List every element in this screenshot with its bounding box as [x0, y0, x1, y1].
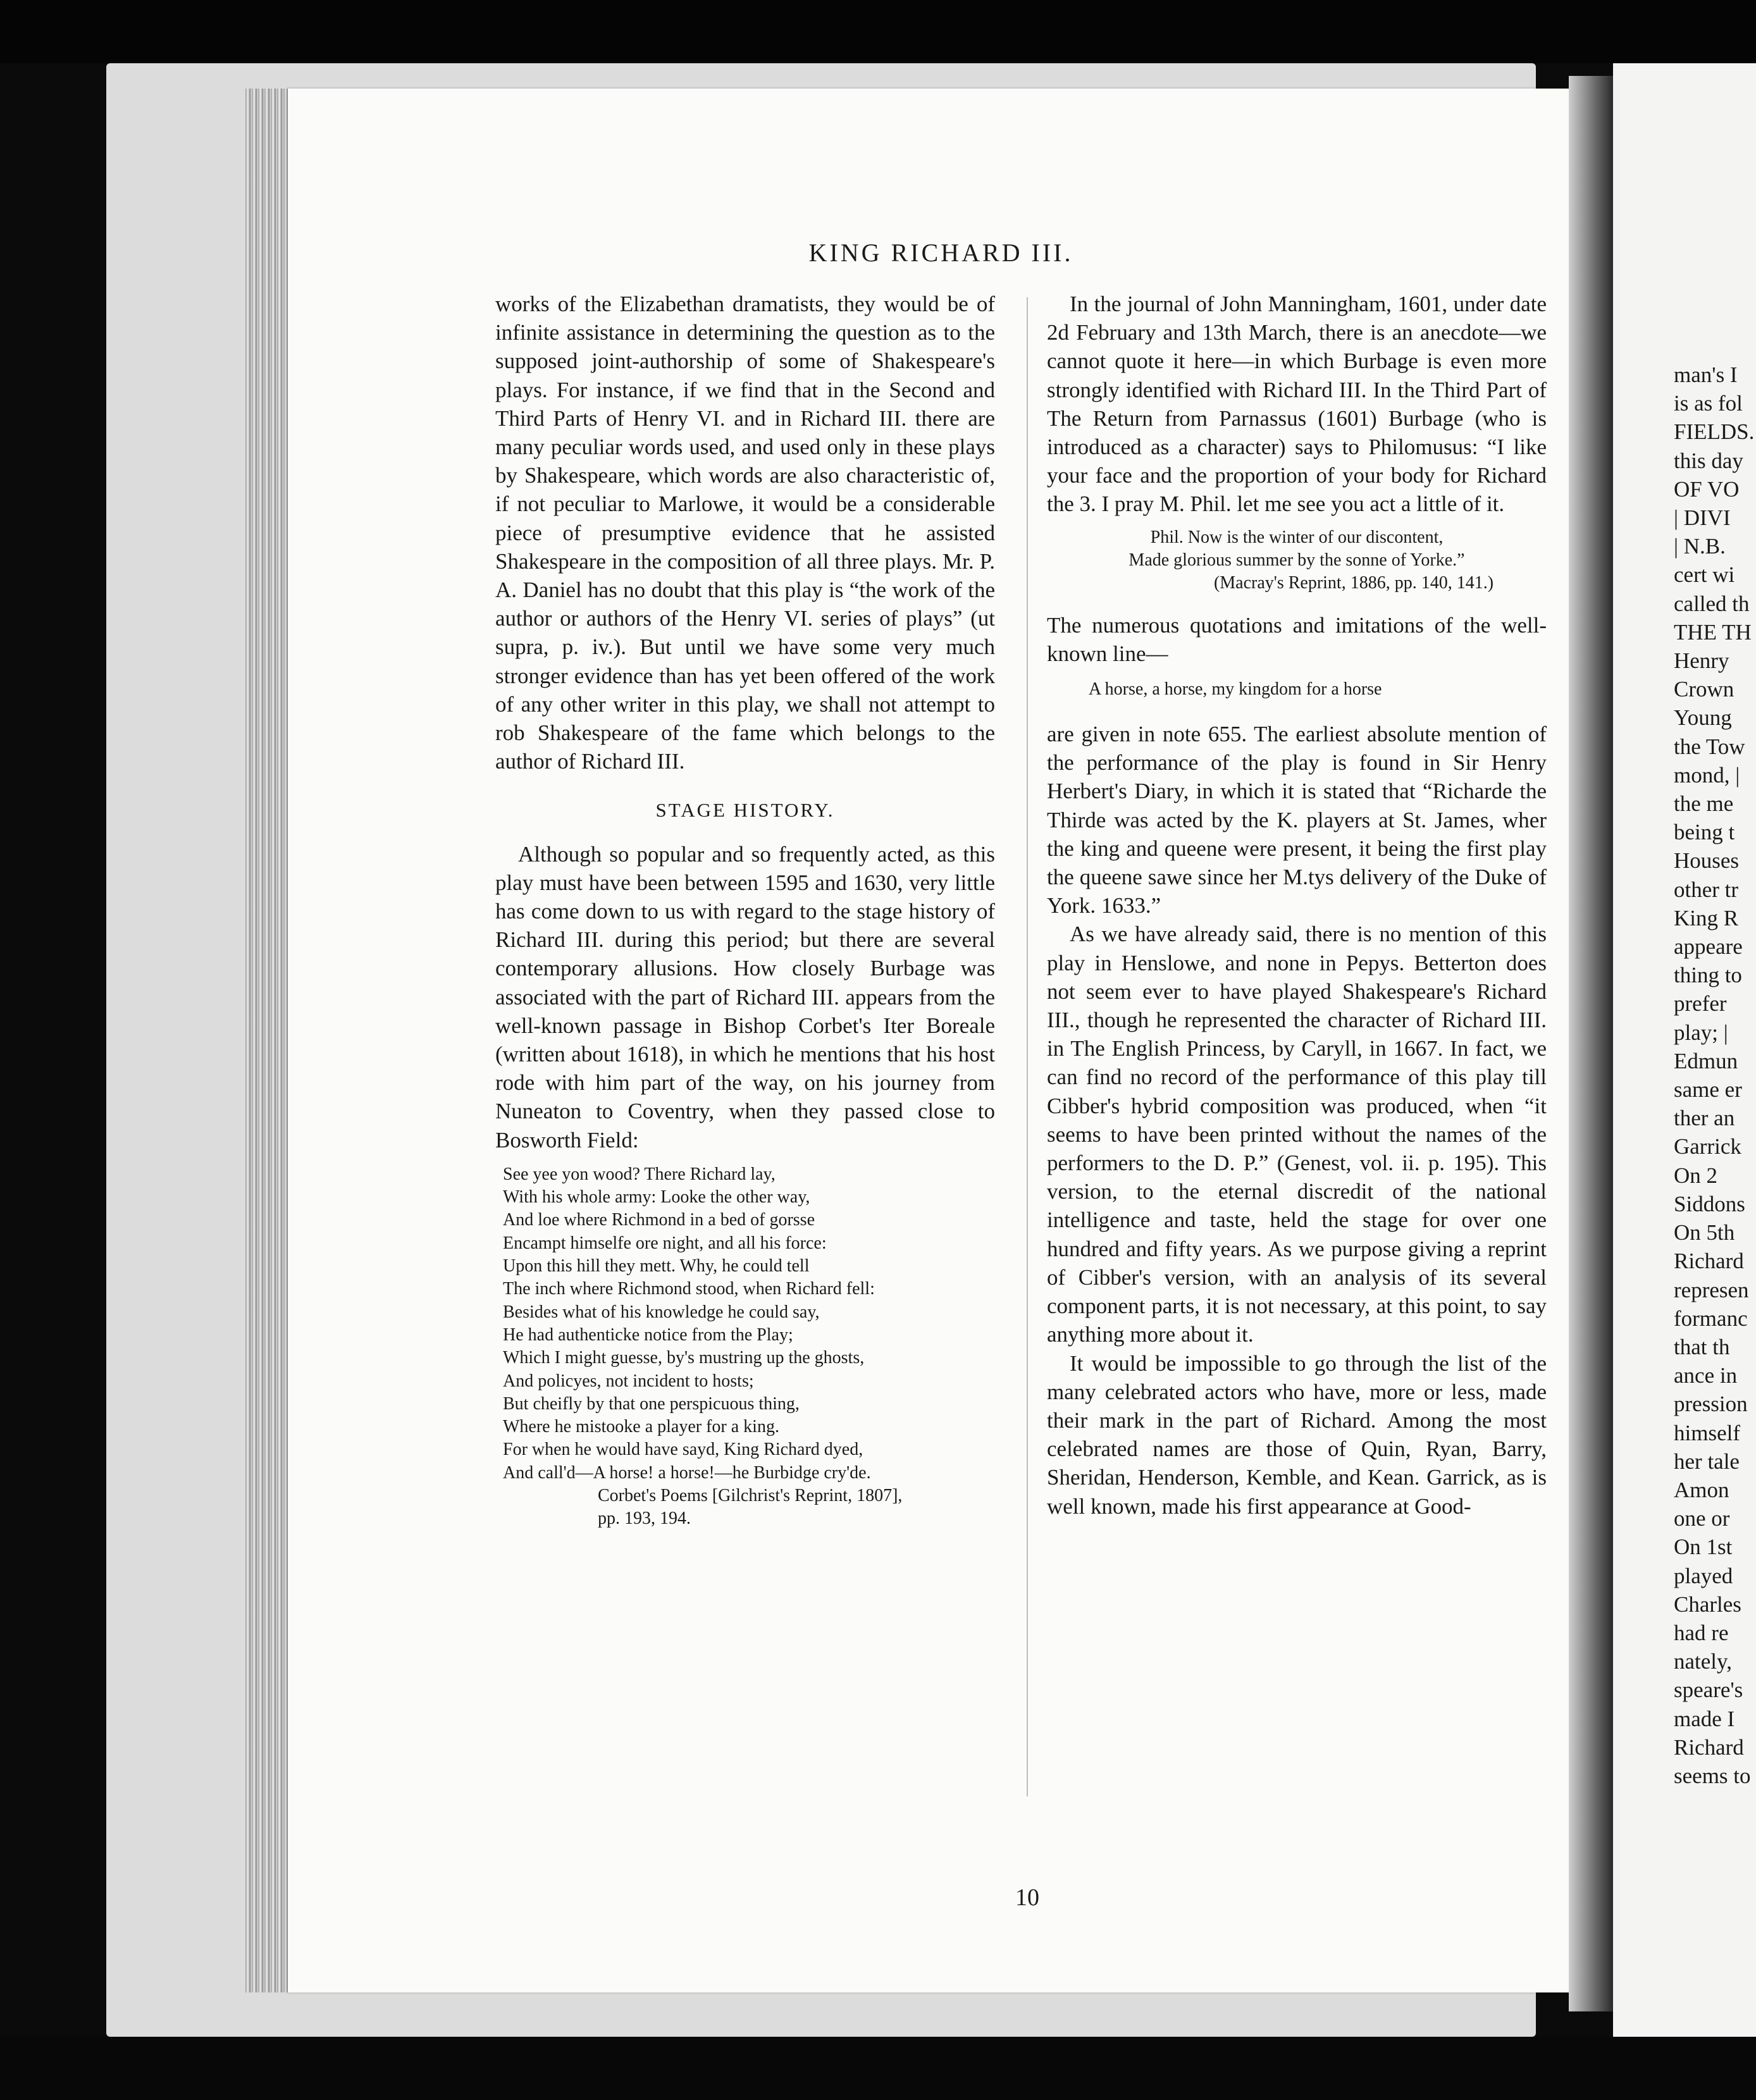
facing-page-line: man's I	[1674, 362, 1738, 387]
facing-page-line: speare's	[1674, 1677, 1743, 1703]
facing-page-line: had re	[1674, 1620, 1729, 1645]
facing-page-line: thing to	[1674, 963, 1742, 988]
verse-line: Upon this hill they mett. Why, he could tell	[503, 1256, 810, 1276]
verse-line: For when he would have sayd, King Richard dyed,	[503, 1440, 863, 1460]
right-paragraph-1: In the journal of John Manningham, 1601, under date 2d February and 13th March, there is an anecdote—we cannot quote it here—in which Burbage is even more strongly identified with Richard III. In the Third Part of The Return from Parnassus (1601) Burbage (who is introduced as a character) says to Philomusus: “I like your face and the proportion of your body for Richard the 3. I pray M. Phil. let me see you act a little of it.	[1047, 292, 1547, 517]
facing-page-line: King R	[1674, 905, 1739, 930]
verse-line: And loe where Richmond in a bed of gorsse	[503, 1210, 815, 1230]
facing-page-line: called th	[1674, 591, 1750, 616]
facing-page-line: represen	[1674, 1277, 1749, 1302]
famous-line-quote: A horse, a horse, my kingdom for a horse	[1089, 679, 1382, 700]
left-paragraph-2: Although so popular and so frequently acted, as this play must have been between 1595 and 1630, very little has come down to us with regard to the stage history of Richard III. during this period; but there are several contemporary allusions. How closely Burbage was associated with the part of Richard III. appears from the well-known passage in Bishop Corbet's Iter Boreale (written about 1618), in which he mentions that his host rode with him part of the way, on his journey from Nuneaton to Coventry, when they passed close to Bosworth Field:	[495, 841, 995, 1152]
facing-page-line: nately,	[1674, 1649, 1732, 1674]
page-number: 10	[1015, 1884, 1039, 1911]
facing-page-line: play; |	[1674, 1020, 1728, 1045]
facing-page-line: Houses	[1674, 848, 1740, 874]
facing-page-line: is as fol	[1674, 391, 1743, 416]
column-divider	[1027, 297, 1028, 1796]
facing-page-line: formanc	[1674, 1306, 1748, 1331]
facing-page-line: | N.B.	[1674, 534, 1726, 559]
facing-page-line: Garrick	[1674, 1134, 1741, 1159]
verse-line: Encampt himselfe ore night, and all his force:	[503, 1233, 827, 1253]
facing-page-line: On 1st	[1674, 1535, 1733, 1560]
right-paragraph-3: are given in note 655. The earliest absolute mention of the performance of the play is found in Sir Henry Herbert's Diary, in which it is stated that “Richarde the Thirde was acted by the K. players at St. James, wher the king and queene were present, it being the first play the queene sawe since her M.tys delivery of the Duke of York. 1633.”	[1047, 722, 1547, 918]
verse-line: Which I might guesse, by's mustring up the ghosts,	[503, 1348, 865, 1368]
facing-page-line: Richard	[1674, 1249, 1744, 1274]
facing-page-line: himself	[1674, 1420, 1740, 1445]
corbet-verse	[503, 1163, 995, 1531]
facing-page-line: Charles	[1674, 1591, 1741, 1617]
facing-page-line: same er	[1674, 1077, 1742, 1102]
facing-page-line: seems to	[1674, 1763, 1751, 1788]
facing-page-line: this day	[1674, 448, 1743, 473]
quote-citation: (Macray's Reprint, 1886, pp. 140, 141.)	[1213, 572, 1494, 593]
left-paragraph-1: works of the Elizabethan dramatists, they would be of infinite assistance in determining the question as to the supposed joint-authorship of some of Shakespeare's plays. For instance, if we find that in the Second and Third Parts of Henry VI. and in Richard III. there are many peculiar words used, and used only in these plays by Shakespeare, which words are also characteristic of, if not peculiar to Marlowe, it would be a considerable piece of presumptive evidence that he assisted Shakespeare in the composition of all three plays. Mr. P. A. Daniel has no doubt that this play is “the work of the author or authors of the Henry VI. series of plays” (ut supra, p. iv.). But until we have some very much stronger evidence than has yet been offered of the work of any other writer in this play, we shall not attempt to rob Shakespeare of the fame which belongs to the author of Richard III.	[495, 292, 995, 774]
facing-page-line: | DIVI	[1674, 505, 1731, 531]
facing-page-line: mond, |	[1674, 762, 1740, 788]
facing-page-line: FIELDS.	[1674, 419, 1755, 445]
facing-page-line: being t	[1674, 820, 1735, 845]
facing-page-line: made I	[1674, 1706, 1735, 1731]
facing-page-line: her tale	[1674, 1448, 1740, 1474]
scanner-top-border	[0, 0, 1756, 63]
right-paragraph-5: It would be impossible to go through the list of the many celebrated actors who have, more or less, made their mark in the part of Richard. Among the most celebrated names are those of Quin, Ryan, Barry, Sheridan, Henderson, Kemble, and Kean. Garrick, as is well known, made his first appearance at Good-	[1047, 1350, 1547, 1519]
facing-page	[1613, 63, 1756, 2037]
section-heading: STAGE HISTORY.	[655, 799, 835, 822]
facing-page-line: other tr	[1674, 877, 1739, 902]
verse-line: The inch where Richmond stood, when Richard fell:	[503, 1279, 875, 1299]
facing-page-line: On 2	[1674, 1163, 1718, 1188]
left-column	[495, 290, 995, 1540]
facing-page-line: Siddons	[1674, 1191, 1745, 1216]
verse-line: See yee yon wood? There Richard lay,	[503, 1164, 776, 1184]
running-head: KING RICHARD III.	[808, 238, 1073, 267]
verse-citation: Corbet's Poems [Gilchrist's Reprint, 1807],	[598, 1486, 903, 1506]
facing-page-text	[1674, 361, 1756, 1790]
quote-line: Phil. Now is the winter of our discontent,	[1150, 527, 1444, 547]
facing-page-line: the Tow	[1674, 734, 1745, 759]
facing-page-line: Edmun	[1674, 1048, 1738, 1073]
facing-page-line: the me	[1674, 791, 1734, 817]
facing-page-line: ance in	[1674, 1363, 1738, 1388]
facing-page-line: Henry	[1674, 648, 1729, 674]
gutter-shadow	[1569, 76, 1613, 2011]
book-page	[288, 89, 1594, 1992]
facing-page-line: pression	[1674, 1392, 1748, 1417]
verse-line: He had authenticke notice from the Play;	[503, 1325, 793, 1345]
facing-page-line: Young	[1674, 705, 1732, 731]
quote-line: Made glorious summer by the sonne of Yorke.”	[1128, 550, 1465, 570]
facing-page-line: Amon	[1674, 1477, 1729, 1502]
facing-page-line: played	[1674, 1563, 1733, 1588]
right-paragraph-4: As we have already said, there is no mention of this play in Henslowe, and none in Pepys. Betterton does not seem ever to have played Shakespeare's Richard III., though he represented the character of Richard III. in The English Princess, by Caryll, in 1667. In fact, we can find no record of the performance of this play till Cibber's hybrid composition was produced, when “it seems to have been printed without the names of the performers to the D. P.” (Genest, vol. ii. p. 195). This version, to the eternal discredit of the national intelligence and taste, held the stage for over one hundred and fifty years. As we purpose giving a reprint of Cibber's version, with an analysis of its several component parts, it is not necessary, at this point, to say anything more about it.	[1047, 922, 1547, 1347]
verse-line: And call'd—A horse! a horse!—he Burbidge cry'de.	[503, 1462, 871, 1483]
facing-page-line: prefer	[1674, 991, 1727, 1016]
verse-line: And policyes, not incident to hosts;	[503, 1371, 754, 1391]
facing-page-line: cert wi	[1674, 562, 1735, 588]
right-column	[1047, 290, 1547, 1521]
page-edges	[245, 89, 291, 1992]
verse-citation-pages: pp. 193, 194.	[598, 1509, 691, 1529]
facing-page-line: OF VO	[1674, 476, 1740, 502]
facing-page-line: Richard	[1674, 1734, 1744, 1760]
facing-page-line: one or	[1674, 1506, 1730, 1531]
verse-line: With his whole army: Looke the other way,	[503, 1187, 810, 1208]
verse-line: Where he mistooke a player for a king.	[503, 1417, 779, 1437]
scanner-bottom-border	[0, 2037, 1756, 2100]
right-paragraph-2: The numerous quotations and imitations of the well-known line—	[1047, 612, 1547, 666]
facing-page-line: THE TH	[1674, 619, 1752, 645]
facing-page-line: On 5th	[1674, 1220, 1735, 1245]
verse-line: But cheifly by that one perspicuous thing,	[503, 1393, 800, 1414]
parnassus-quote	[1047, 526, 1547, 595]
verse-line: Besides what of his knowledge he could say,	[503, 1302, 820, 1322]
facing-page-line: ther an	[1674, 1106, 1735, 1131]
facing-page-line: that th	[1674, 1334, 1730, 1359]
facing-page-line: appeare	[1674, 934, 1743, 960]
facing-page-line: Crown	[1674, 677, 1734, 702]
